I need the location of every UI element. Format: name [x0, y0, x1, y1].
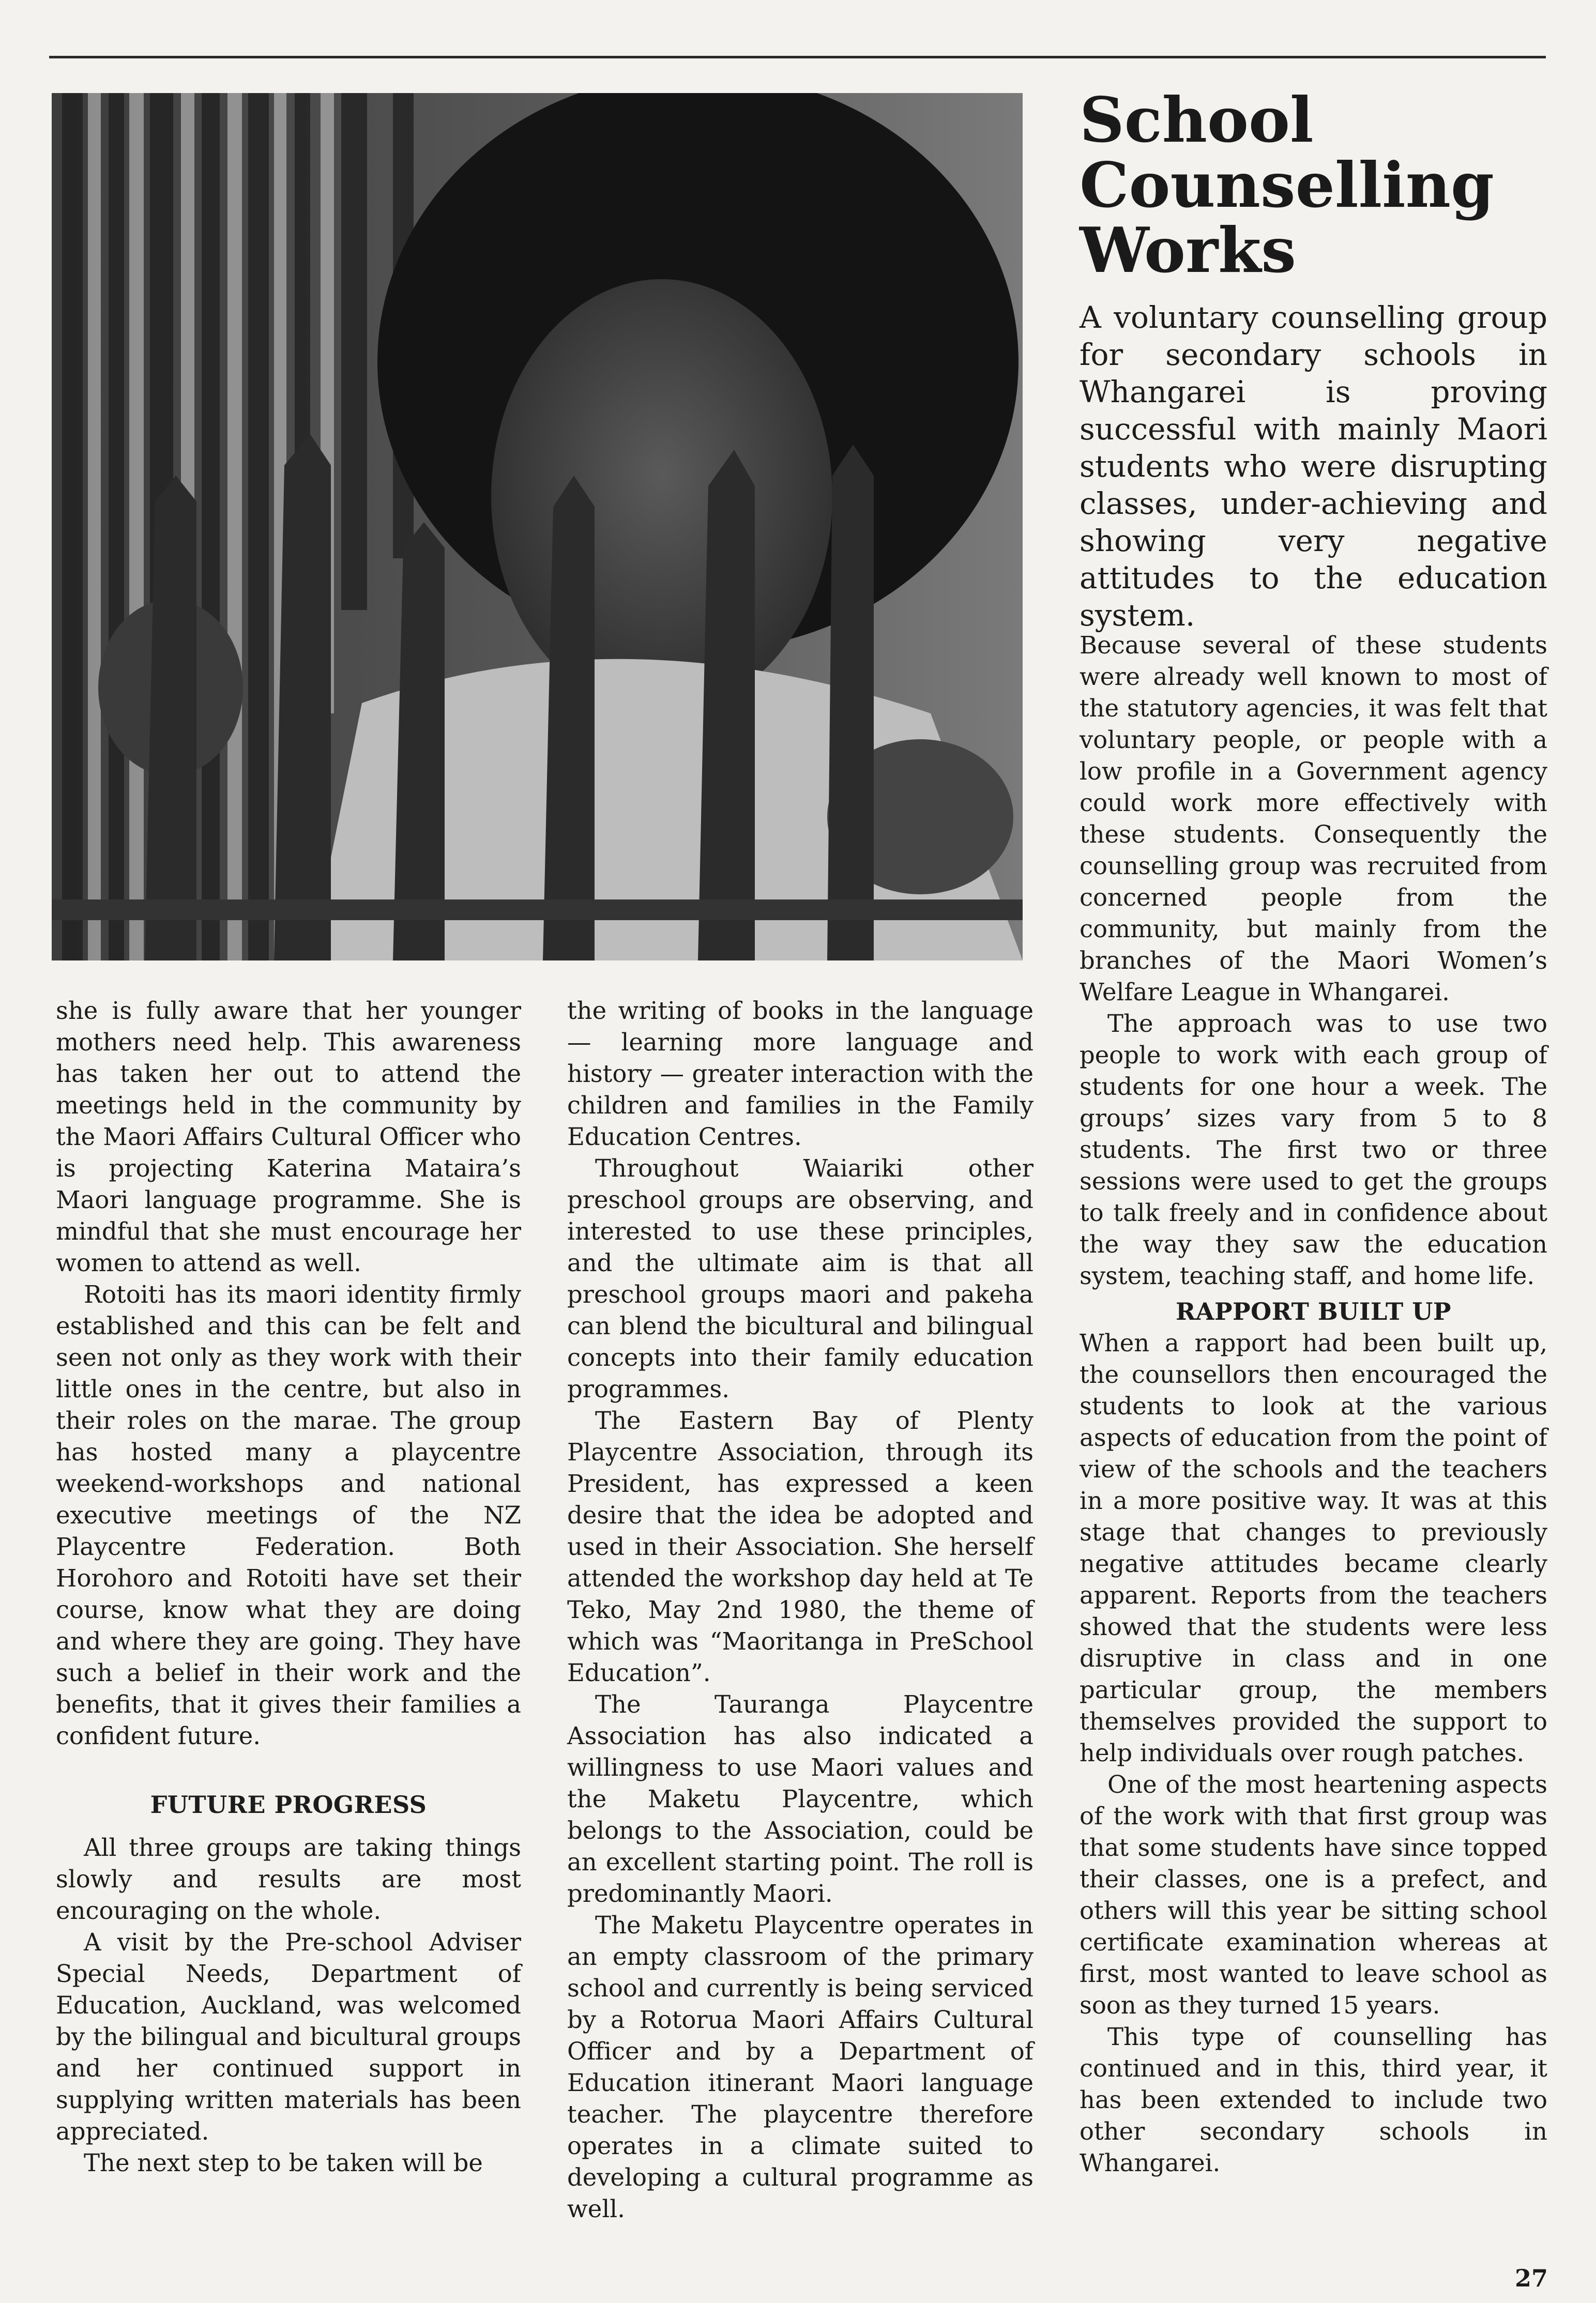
paragraph: The Maketu Playcentre operates in an empty classroom of the primary school and currently is being serviced by a Rotorua Maori Affairs Cultural Officer and by a Department of Education itinerant Maori language teacher. The playcentre therefore operates in a climate suited to developing a cultural programme as well.: [567, 1911, 1033, 2223]
page-number: 27: [1515, 2264, 1548, 2292]
paragraph: The Tauranga Playcentre Association has also indicated a willingness to use Maori values and the Maketu Playcentre, which belongs to the Association, could be an excellent starting point. The roll is predominantly Maori.: [567, 1690, 1033, 1908]
paragraph: A visit by the Pre-school Adviser Special Needs, Department of Education, Auckland, was welcomed by the bilingual and bicultural groups and her continued support in supplying written materials has been appreciated.: [56, 1928, 521, 2145]
article-title-line-1: School: [1080, 84, 1314, 157]
section-heading-future-progress: FUTURE PROGRESS: [150, 1791, 427, 1819]
photo-girl-behind-fence: [52, 93, 1023, 960]
text-column-3: [1080, 630, 1547, 2179]
article-intro: A voluntary counselling group for secondary schools in Whangarei is proving successful with mainly Maori students who were disrupting classes, under-achieving and showing very negative attitudes to the education system.: [1080, 300, 1547, 633]
article-title: [1080, 84, 1545, 287]
top-rule: [49, 56, 1546, 58]
paragraph: Rotoiti has its maori identity firmly established and this can be felt and seen not only as they work with their little ones in the centre, but also in their roles on the marae. The group has hosted many a playcentre weekend-workshops and national executive meetings of the NZ Playcentre Federation. Both Horohoro and Rotoiti have set their course, know what they are doing and where they are going. They have such a belief in their work and the benefits, that it gives their families a confident future.: [56, 1280, 521, 1750]
text-column-1: [56, 995, 521, 2179]
paragraph: The next step to be taken will be: [84, 2149, 483, 2177]
paragraph: the writing of books in the language — learning more language and history — greater interaction with the children and families in the Family Education Centres.: [567, 997, 1033, 1151]
text-column-2: [567, 995, 1033, 2225]
article-title-line-2: Counselling: [1080, 149, 1494, 222]
paragraph: Throughout Waiariki other preschool groups are observing, and interested to use these principles, and the ultimate aim is that all preschool groups maori and pakeha can blend the bicultural and bilingual concepts into their family education programmes.: [567, 1154, 1033, 1403]
paragraph: All three groups are taking things slowly and results are most encouraging on the whole.: [56, 1834, 521, 1925]
paragraph: Because several of these students were already well known to most of the statutory agencies, it was felt that voluntary people, or people with a low profile in a Government agency could work more effectively with these students. Consequently the counselling group was recruited from concerned people from the community, but mainly from the branches of the Maori Women’s Welfare League in Whangarei.: [1080, 631, 1547, 1006]
paragraph: When a rapport had been built up, the counsellors then encouraged the students to look at the various aspects of education from the point of view of the schools and the teachers in a more positive way. It was at this stage that changes to previously negative attitudes became clearly apparent. Reports from the teachers showed that the students were less disruptive in class and in one particular group, the members themselves provided the support to help individuals over rough patches.: [1080, 1329, 1547, 1767]
paragraph: The approach was to use two people to work with each group of students for one hour a week. The groups’ sizes vary from 5 to 8 students. The first two or three sessions were used to get the groups to talk freely and in confidence about the way they saw the education system, teaching staff, and home life.: [1080, 1010, 1547, 1290]
section-heading-rapport-built-up: RAPPORT BUILT UP: [1176, 1298, 1451, 1325]
paragraph: One of the most heartening aspects of the work with that first group was that some students have since topped their classes, one is a prefect, and others will this year be sitting school certificate examination whereas at first, most wanted to leave school as soon as they turned 15 years.: [1080, 1771, 1547, 2019]
article-title-line-3: Works: [1080, 214, 1296, 287]
paragraph: This type of counselling has continued and in this, third year, it has been extended to include two other secondary schools in Whangarei.: [1080, 2023, 1547, 2177]
paragraph: she is fully aware that her younger mothers need help. This awareness has taken her out to attend the meetings held in the community by the Maori Affairs Cultural Officer who is projecting Katerina Mataira’s Maori language programme. She is mindful that she must encourage her women to attend as well.: [56, 997, 521, 1277]
paragraph: The Eastern Bay of Plenty Playcentre Association, through its President, has expressed a keen desire that the idea be adopted and used in their Association. She herself attended the workshop day held at Te Teko, May 2nd 1980, the theme of which was “Maoritanga in PreSchool Education”.: [567, 1407, 1033, 1687]
